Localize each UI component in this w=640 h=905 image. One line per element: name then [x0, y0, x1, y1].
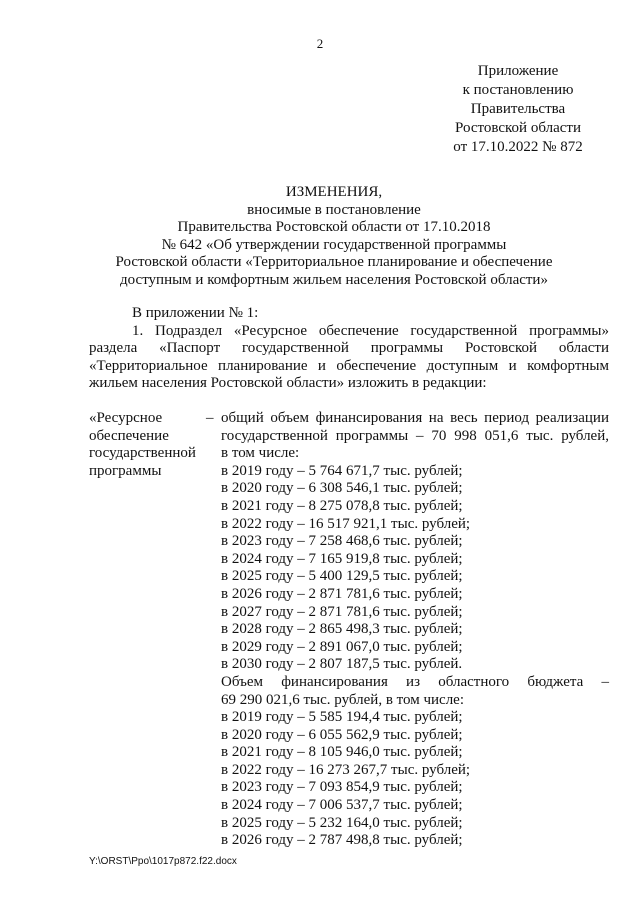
- appendix-header: [436, 62, 600, 157]
- total-line: общий объем финансирования на весь период реализации: [221, 410, 609, 426]
- regional-year-line: в 2022 году – 16 273 267,7 тыс. рублей;: [221, 761, 471, 778]
- regional-year-line: в 2026 году – 2 787 498,8 тыс. рублей;: [221, 832, 463, 849]
- intro-line: «Территориальное планирование и обеспечение доступным и комфортным: [89, 357, 609, 374]
- total-year-line: в 2028 году – 2 865 498,3 тыс. рублей;: [221, 621, 463, 638]
- appendix-line: Ростовской области: [455, 120, 581, 136]
- appendix-line: Приложение: [477, 63, 559, 79]
- total-year-line: в 2027 году – 2 871 781,6 тыс. рублей;: [221, 603, 463, 620]
- total-year-line: в 2025 году – 5 400 129,5 тыс. рублей;: [221, 568, 463, 585]
- total-line: в том числе:: [221, 445, 300, 462]
- document-title: [84, 184, 584, 290]
- appendix-line: к постановлению: [462, 82, 574, 98]
- total-year-line: в 2023 году – 7 258 468,6 тыс. рублей;: [221, 533, 463, 550]
- total-year-line: в 2029 году – 2 891 067,0 тыс. рублей;: [221, 638, 463, 655]
- regional-year-line: в 2024 году – 7 006 537,7 тыс. рублей;: [221, 797, 463, 814]
- resource-content: [221, 410, 609, 850]
- title-line: Ростовской области «Территориальное планирование и обеспечение: [115, 254, 553, 271]
- resource-label-line: обеспечение: [89, 427, 169, 444]
- resource-label-line: «Ресурсное: [89, 410, 163, 426]
- total-year-line: в 2022 году – 16 517 921,1 тыс. рублей;: [221, 515, 471, 532]
- regional-line: 69 290 021,6 тыс. рублей, в том числе:: [221, 691, 465, 708]
- resource-dash: –: [206, 410, 214, 426]
- total-year-line: в 2026 году – 2 871 781,6 тыс. рублей;: [221, 585, 463, 602]
- title-line: № 642 «Об утверждении государственной программы: [161, 236, 507, 253]
- total-line: государственной программы – 70 998 051,6 тыс. рублей,: [221, 427, 609, 444]
- regional-year-line: в 2021 году – 8 105 946,0 тыс. рублей;: [221, 744, 463, 761]
- resource-label-line: государственной: [89, 445, 196, 462]
- regional-year-line: в 2020 году – 6 055 562,9 тыс. рублей;: [221, 726, 463, 743]
- appendix-line: Правительства: [470, 101, 566, 117]
- page-number: 2: [316, 36, 324, 51]
- title-line: Правительства Ростовской области от 17.10.2018: [177, 219, 491, 236]
- intro-line: В приложении № 1:: [132, 305, 259, 321]
- intro-line: 1. Подраздел «Ресурсное обеспечение государственной программы»: [132, 322, 609, 339]
- intro-paragraph: [89, 305, 609, 393]
- regional-year-line: в 2023 году – 7 093 854,9 тыс. рублей;: [221, 779, 463, 796]
- total-year-line: в 2020 году – 6 308 546,1 тыс. рублей;: [221, 480, 463, 497]
- total-year-line: в 2021 году – 8 275 078,8 тыс. рублей;: [221, 497, 463, 514]
- resource-label: [89, 410, 209, 480]
- regional-year-line: в 2019 году – 5 585 194,4 тыс. рублей;: [221, 709, 463, 726]
- intro-line: раздела «Паспорт государственной программы Ростовской области: [89, 340, 609, 357]
- title-line: вносимые в постановление: [247, 201, 421, 218]
- intro-line: жильем населения Ростовской области» изложить в редакции:: [89, 375, 487, 392]
- regional-year-line: в 2025 году – 5 232 164,0 тыс. рублей;: [221, 814, 463, 831]
- title-line: доступным и комфортным жильем населения Ростовской области»: [120, 271, 548, 288]
- file-path-footer: Y:\ORST\Ppo\1017p872.f22.docx: [89, 856, 237, 867]
- resource-label-line: программы: [89, 462, 162, 479]
- total-year-line: в 2024 году – 7 165 919,8 тыс. рублей;: [221, 550, 463, 567]
- title-line: ИЗМЕНЕНИЯ,: [285, 184, 383, 200]
- regional-line: Объем финансирования из областного бюджета –: [221, 673, 609, 690]
- total-year-line: в 2019 году – 5 764 671,7 тыс. рублей;: [221, 462, 463, 479]
- appendix-line: от 17.10.2022 № 872: [453, 139, 583, 155]
- total-year-line: в 2030 году – 2 807 187,5 тыс. рублей.: [221, 656, 463, 673]
